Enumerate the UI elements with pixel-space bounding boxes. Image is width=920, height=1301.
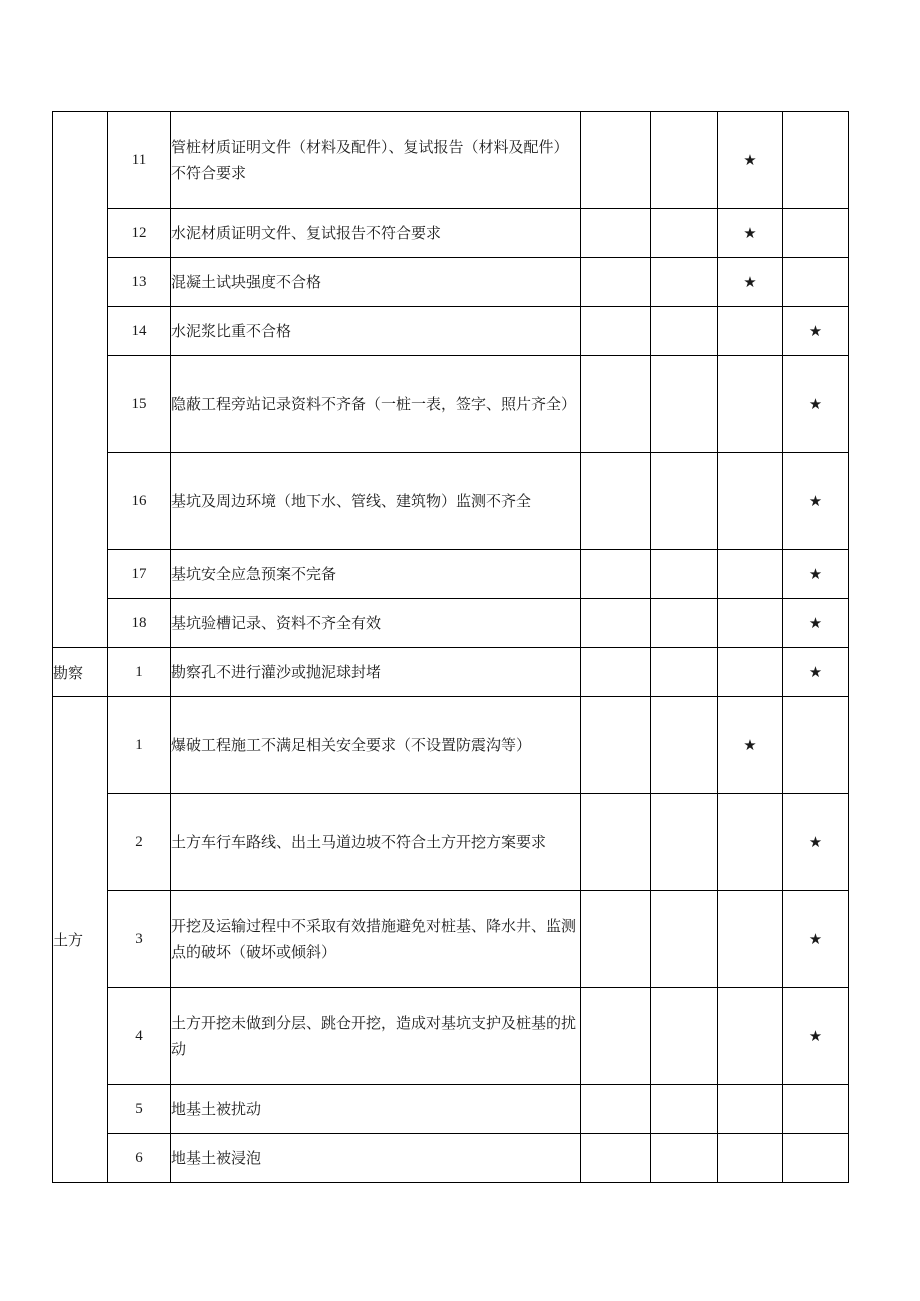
mark-cell-1	[581, 550, 651, 599]
mark-cell-3	[718, 550, 783, 599]
mark-cell-2	[651, 258, 718, 307]
mark-cell-3	[718, 1085, 783, 1134]
mark-cell-3	[718, 356, 783, 453]
mark-cell-4: ★	[783, 453, 849, 550]
mark-cell-4: ★	[783, 794, 849, 891]
mark-cell-1	[581, 697, 651, 794]
inspection-checklist-table	[52, 111, 849, 1183]
item-number: 15	[108, 356, 171, 453]
mark-cell-2	[651, 356, 718, 453]
item-description: 水泥浆比重不合格	[171, 307, 581, 356]
mark-cell-3: ★	[718, 112, 783, 209]
mark-cell-2	[651, 550, 718, 599]
table-row	[53, 1134, 849, 1183]
mark-cell-4: ★	[783, 356, 849, 453]
mark-cell-4	[783, 112, 849, 209]
mark-cell-4	[783, 209, 849, 258]
mark-cell-4	[783, 697, 849, 794]
mark-cell-2	[651, 209, 718, 258]
mark-cell-3	[718, 307, 783, 356]
item-description: 地基土被浸泡	[171, 1134, 581, 1183]
table-row	[53, 648, 849, 697]
mark-cell-2	[651, 891, 718, 988]
mark-cell-3	[718, 648, 783, 697]
item-number: 6	[108, 1134, 171, 1183]
mark-cell-4: ★	[783, 550, 849, 599]
mark-cell-3: ★	[718, 697, 783, 794]
table-row	[53, 307, 849, 356]
table-row	[53, 697, 849, 794]
mark-cell-4: ★	[783, 307, 849, 356]
table-row	[53, 1085, 849, 1134]
mark-cell-3	[718, 453, 783, 550]
category-cell-survey: 勘察	[53, 648, 108, 697]
item-description: 土方车行车路线、出土马道边坡不符合土方开挖方案要求	[171, 794, 581, 891]
mark-cell-4: ★	[783, 891, 849, 988]
item-description: 爆破工程施工不满足相关安全要求（不设置防震沟等）	[171, 697, 581, 794]
mark-cell-2	[651, 453, 718, 550]
item-description: 混凝土试块强度不合格	[171, 258, 581, 307]
table-row	[53, 891, 849, 988]
mark-cell-1	[581, 794, 651, 891]
mark-cell-1	[581, 1085, 651, 1134]
mark-cell-4	[783, 258, 849, 307]
item-number: 2	[108, 794, 171, 891]
table-row	[53, 599, 849, 648]
mark-cell-1	[581, 599, 651, 648]
item-number: 17	[108, 550, 171, 599]
item-description: 隐蔽工程旁站记录资料不齐备（一桩一表，签字、照片齐全）	[171, 356, 581, 453]
mark-cell-2	[651, 794, 718, 891]
item-description: 开挖及运输过程中不采取有效措施避免对桩基、降水井、监测点的破坏（破坏或倾斜）	[171, 891, 581, 988]
mark-cell-1	[581, 891, 651, 988]
mark-cell-4: ★	[783, 599, 849, 648]
mark-cell-4: ★	[783, 648, 849, 697]
item-description: 基坑及周边环境（地下水、管线、建筑物）监测不齐全	[171, 453, 581, 550]
table-row	[53, 550, 849, 599]
mark-cell-3: ★	[718, 209, 783, 258]
item-description: 水泥材质证明文件、复试报告不符合要求	[171, 209, 581, 258]
table-row	[53, 356, 849, 453]
mark-cell-2	[651, 307, 718, 356]
mark-cell-1	[581, 209, 651, 258]
item-number: 5	[108, 1085, 171, 1134]
table-row	[53, 209, 849, 258]
mark-cell-3	[718, 1134, 783, 1183]
mark-cell-3	[718, 794, 783, 891]
item-number: 1	[108, 697, 171, 794]
item-description: 勘察孔不进行灌沙或抛泥球封堵	[171, 648, 581, 697]
item-number: 12	[108, 209, 171, 258]
item-description: 基坑验槽记录、资料不齐全有效	[171, 599, 581, 648]
mark-cell-3: ★	[718, 258, 783, 307]
mark-cell-4: ★	[783, 988, 849, 1085]
category-cell-earthwork: 土方	[53, 697, 108, 1183]
mark-cell-4	[783, 1085, 849, 1134]
mark-cell-1	[581, 988, 651, 1085]
mark-cell-1	[581, 1134, 651, 1183]
mark-cell-2	[651, 697, 718, 794]
table-row	[53, 258, 849, 307]
table-row	[53, 112, 849, 209]
table-row	[53, 988, 849, 1085]
mark-cell-1	[581, 648, 651, 697]
item-number: 14	[108, 307, 171, 356]
mark-cell-3	[718, 599, 783, 648]
mark-cell-2	[651, 599, 718, 648]
table-row	[53, 453, 849, 550]
mark-cell-1	[581, 453, 651, 550]
item-number: 13	[108, 258, 171, 307]
mark-cell-4	[783, 1134, 849, 1183]
item-number: 1	[108, 648, 171, 697]
mark-cell-1	[581, 356, 651, 453]
mark-cell-2	[651, 1134, 718, 1183]
item-number: 16	[108, 453, 171, 550]
table-row	[53, 794, 849, 891]
category-cell-foundation	[53, 112, 108, 648]
mark-cell-3	[718, 891, 783, 988]
mark-cell-2	[651, 112, 718, 209]
item-description: 地基土被扰动	[171, 1085, 581, 1134]
item-description: 土方开挖未做到分层、跳仓开挖，造成对基坑支护及桩基的扰动	[171, 988, 581, 1085]
mark-cell-2	[651, 1085, 718, 1134]
mark-cell-1	[581, 112, 651, 209]
mark-cell-2	[651, 648, 718, 697]
item-number: 3	[108, 891, 171, 988]
item-description: 管桩材质证明文件（材料及配件）、复试报告（材料及配件）不符合要求	[171, 112, 581, 209]
mark-cell-2	[651, 988, 718, 1085]
item-number: 18	[108, 599, 171, 648]
mark-cell-1	[581, 258, 651, 307]
mark-cell-3	[718, 988, 783, 1085]
item-description: 基坑安全应急预案不完备	[171, 550, 581, 599]
item-number: 4	[108, 988, 171, 1085]
mark-cell-1	[581, 307, 651, 356]
item-number: 11	[108, 112, 171, 209]
